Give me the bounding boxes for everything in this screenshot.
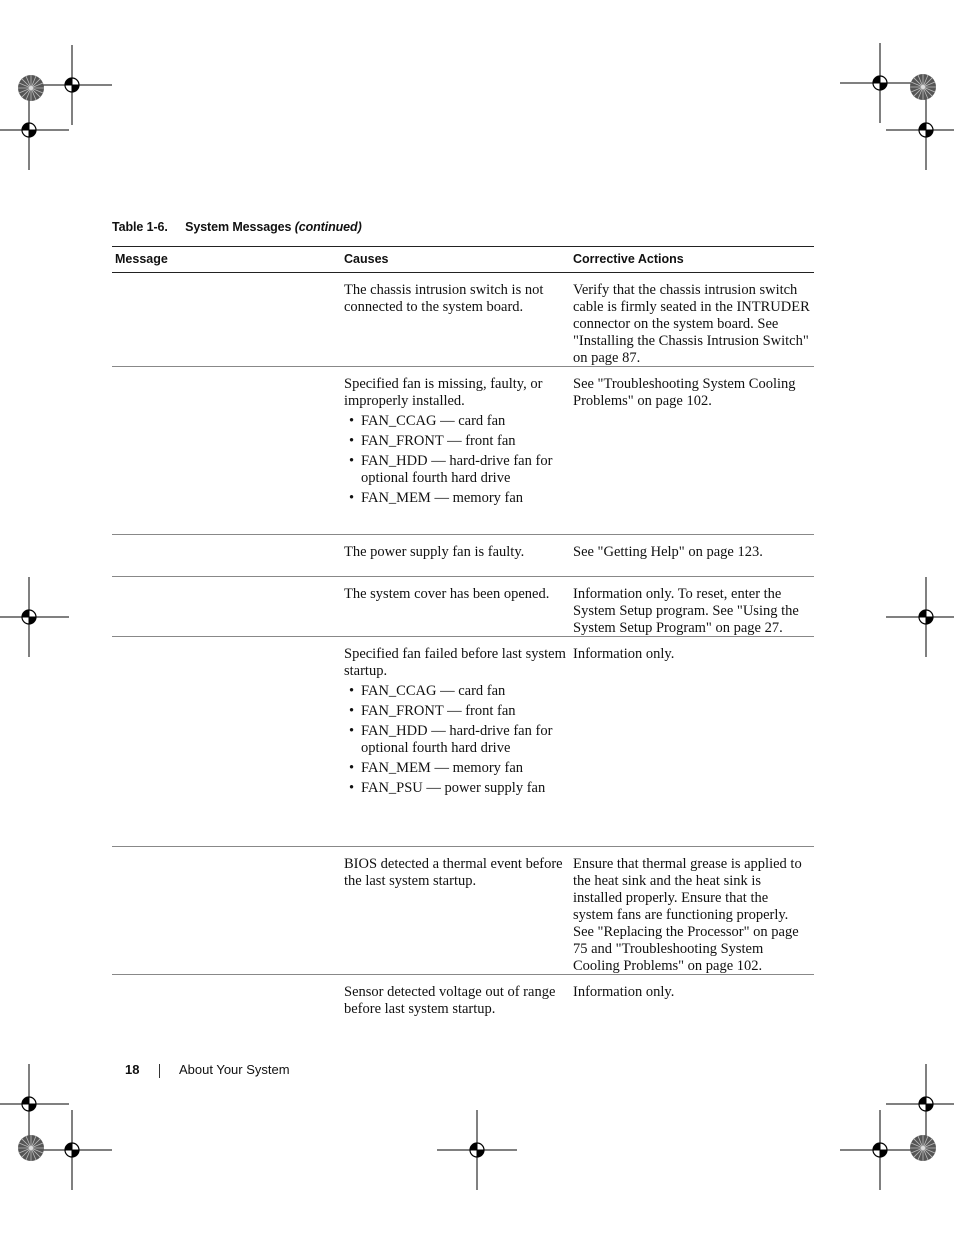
header-corrective-actions: Corrective Actions bbox=[573, 252, 684, 266]
cause-cell bbox=[341, 637, 570, 846]
action-cell bbox=[570, 975, 814, 1023]
message-cell bbox=[112, 535, 341, 576]
action-text: Information only. bbox=[573, 984, 675, 1000]
page-footer bbox=[125, 1062, 290, 1077]
list-item: • FAN_MEM — memory fan bbox=[344, 490, 566, 507]
action-text: See "Getting Help" on page 123. bbox=[573, 544, 763, 560]
message-cell bbox=[112, 367, 341, 534]
table-caption bbox=[112, 220, 362, 234]
header-causes: Causes bbox=[344, 252, 389, 266]
list-item: • FAN_HDD — hard-drive fan for optional fourth hard drive bbox=[344, 723, 566, 757]
cause-cell bbox=[341, 847, 570, 974]
list-item: • FAN_CCAG — card fan bbox=[344, 683, 566, 700]
section-title: About Your System bbox=[179, 1062, 290, 1077]
cause-text: Sensor detected voltage out of range before last system startup. bbox=[344, 984, 556, 1017]
table-row bbox=[112, 367, 814, 535]
cause-text: Specified fan is missing, faulty, or improperly installed. bbox=[344, 376, 543, 409]
cause-text: The system cover has been opened. bbox=[344, 586, 550, 602]
action-cell bbox=[570, 273, 814, 366]
action-text: Verify that the chassis intrusion switch cable is firmly seated in the INTRUDER connector on the system board. See "Installing the Chassis Intrusion Switch" on page 87. bbox=[573, 282, 810, 366]
crosshair-mark-bottom-center bbox=[437, 1110, 517, 1190]
crosshair-mark-bottom-left bbox=[32, 1110, 112, 1190]
header-message: Message bbox=[115, 252, 168, 266]
table-continued-label: (continued) bbox=[294, 220, 362, 234]
cause-text: The chassis intrusion switch is not connected to the system board. bbox=[344, 282, 544, 315]
cause-cell bbox=[341, 367, 570, 534]
table-row bbox=[112, 535, 814, 577]
table-row bbox=[112, 847, 814, 975]
message-cell bbox=[112, 577, 341, 636]
crosshair-mark-bottom-right bbox=[840, 1110, 920, 1190]
fan-list bbox=[344, 413, 566, 507]
list-item: • FAN_HDD — hard-drive fan for optional fourth hard drive bbox=[344, 453, 566, 487]
action-cell bbox=[570, 535, 814, 576]
message-cell bbox=[112, 273, 341, 366]
action-text: See "Troubleshooting System Cooling Problems" on page 102. bbox=[573, 376, 796, 409]
starburst-mark-bottom-right bbox=[910, 1135, 936, 1161]
table-row bbox=[112, 975, 814, 1023]
action-text: Information only. bbox=[573, 646, 675, 662]
cause-cell bbox=[341, 273, 570, 366]
crosshair-mark-mid-left bbox=[0, 577, 69, 657]
table-number: Table 1-6. bbox=[112, 220, 168, 234]
crosshair-mark-top-right-side bbox=[886, 90, 954, 170]
message-cell bbox=[112, 637, 341, 846]
cause-text: BIOS detected a thermal event before the last system startup. bbox=[344, 856, 563, 889]
table-header-row bbox=[112, 247, 814, 273]
crosshair-mark-mid-right bbox=[886, 577, 954, 657]
table-title: System Messages bbox=[185, 220, 292, 234]
action-cell bbox=[570, 577, 814, 636]
action-cell bbox=[570, 637, 814, 846]
crosshair-mark-bottom-left-side bbox=[0, 1064, 69, 1144]
action-cell bbox=[570, 847, 814, 974]
cause-text: Specified fan failed before last system startup. bbox=[344, 646, 566, 679]
page-number: 18 bbox=[125, 1062, 140, 1077]
crosshair-mark-bottom-right-side bbox=[886, 1064, 954, 1144]
table-row bbox=[112, 273, 814, 367]
footer-separator bbox=[159, 1064, 160, 1078]
action-text: Ensure that thermal grease is applied to the heat sink and the heat sink is installed properly. Ensure that the system fans are functioning properly. See "Replacing the Processor" on page 75 and "Troubleshooting System Cooling Problems" on page 102. bbox=[573, 856, 802, 974]
cause-text: The power supply fan is faulty. bbox=[344, 544, 525, 560]
crosshair-mark-top-left bbox=[32, 45, 112, 125]
cause-cell bbox=[341, 577, 570, 636]
action-text: Information only. To reset, enter the System Setup program. See "Using the System Setup Program" on page 27. bbox=[573, 586, 799, 636]
list-item: • FAN_FRONT — front fan bbox=[344, 703, 566, 720]
message-cell bbox=[112, 975, 341, 1023]
list-item: • FAN_CCAG — card fan bbox=[344, 413, 566, 430]
starburst-mark-top-left bbox=[18, 75, 44, 101]
table-row bbox=[112, 577, 814, 637]
list-item: • FAN_FRONT — front fan bbox=[344, 433, 566, 450]
list-item: • FAN_PSU — power supply fan bbox=[344, 780, 566, 797]
message-cell bbox=[112, 847, 341, 974]
fan-list bbox=[344, 683, 566, 797]
table-row bbox=[112, 637, 814, 847]
list-item: • FAN_MEM — memory fan bbox=[344, 760, 566, 777]
cause-cell bbox=[341, 975, 570, 1023]
starburst-mark-top-right bbox=[910, 74, 936, 100]
system-messages-table bbox=[112, 246, 814, 1023]
action-cell bbox=[570, 367, 814, 534]
crosshair-mark-top-left-side bbox=[0, 90, 69, 170]
cause-cell bbox=[341, 535, 570, 576]
crosshair-mark-top-right bbox=[840, 43, 920, 123]
starburst-mark-bottom-left bbox=[18, 1135, 44, 1161]
